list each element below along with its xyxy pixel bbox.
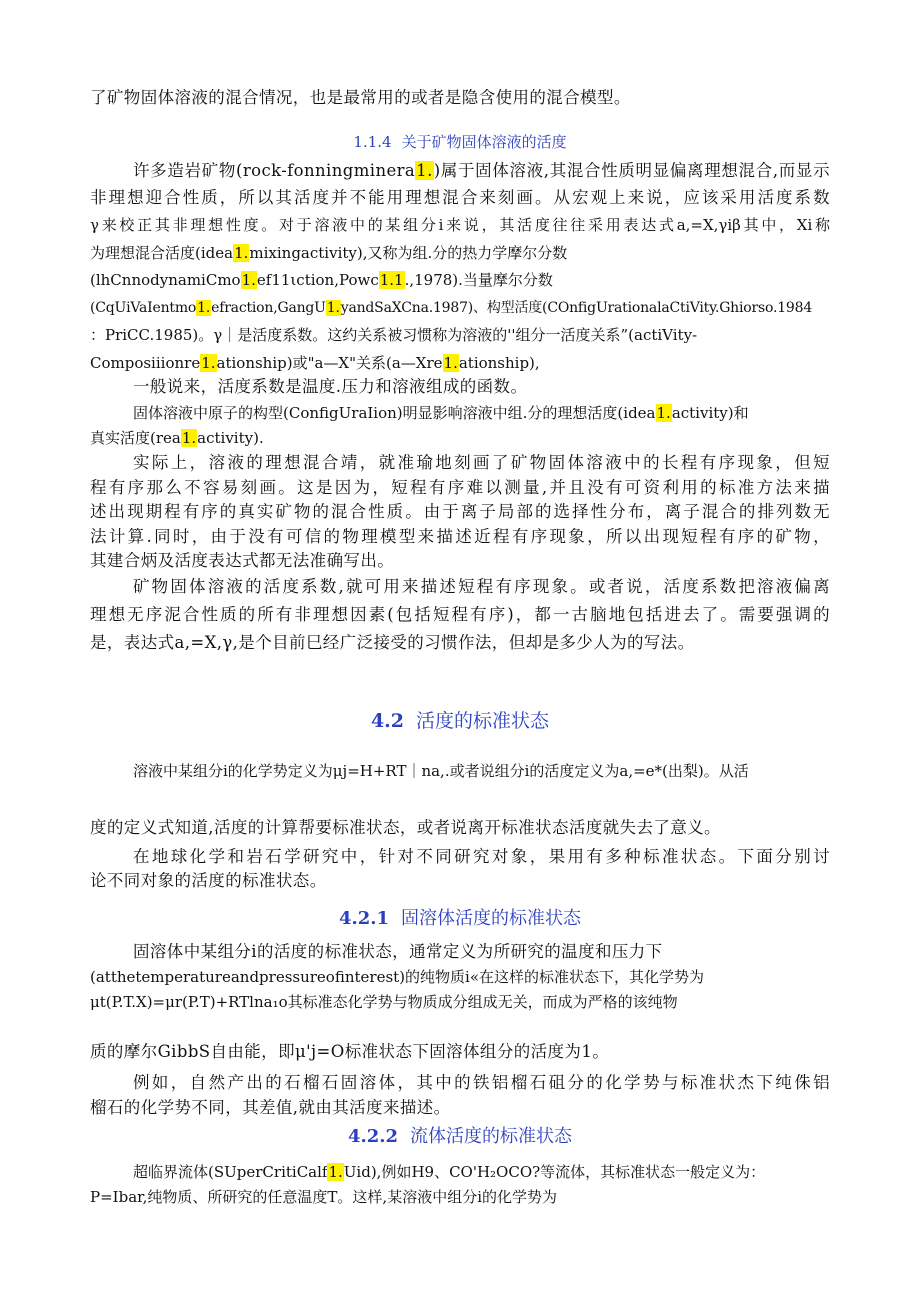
paragraph-line: 许多造岩矿物(rock-fonningminera1.)属于固体溶液,其混合性质明显偏离理想混合,而显示 <box>133 161 830 180</box>
highlight-mark: 1. <box>326 300 340 316</box>
highlight-mark: 1. <box>181 429 197 447</box>
paragraph-line: 真实活度(rea1.activity). <box>90 429 264 447</box>
paragraph-line: 理想无序泥合性质的所有非理想因素(包括短程有序)，都一古脑地包括进去了。需要强调的 <box>90 605 830 624</box>
section-number: 4.2.1 <box>338 908 390 929</box>
section-title: 固溶体活度的标准状态 <box>401 908 582 929</box>
paragraph-line: 质的摩尔GibbS自由能，即μ'j=O标准状态下固溶体组分的活度为1。 <box>90 1042 610 1061</box>
section-heading-4-2 <box>0 706 920 733</box>
paragraph-line: 述出现期程有序的真实矿物的混合性质。由于离子局部的选择性分布，离子混合的排列数无 <box>90 502 830 521</box>
paragraph-line: 度的定义式知道,活度的计算帮要标准状态，或者说离开标准状态活度就失去了意义。 <box>90 818 721 837</box>
section-heading-1-1-4 <box>0 131 920 152</box>
paragraph-line: 超临界流体(SUperCritiCalf1.Uid),例如H9、CO'H₂OCO?等流体，其标准状态一般定义为： <box>133 1163 766 1181</box>
paragraph-line: 非理想迎合性质，所以其活度并不能用理想混合来刻画。从宏观上来说，应该采用活度系数 <box>90 188 830 207</box>
paragraph-line: 固体溶液中原子的构型(ConfigUraIion)明显影响溶液中组.分的理想活度(idea1.activity)和 <box>133 404 749 422</box>
paragraph-line: 矿物固体溶液的活度系数,就可用来描述短程有序现象。或者说，活度系数把溶液偏离 <box>133 577 830 596</box>
section-heading-4-2-2 <box>0 1122 920 1148</box>
paragraph-line: 在地球化学和岩石学研究中，针对不同研究对象，果用有多种标准状态。下面分别讨 <box>133 847 830 866</box>
paragraph-line: (CqUiVaIentmo1.efraction,GangU1.yandSaXCna.1987)、构型活度(COnfigUrationalaCtiVity.Ghiorso.1984 <box>90 300 813 316</box>
paragraph-line: 溶液中某组分i的化学势定义为μj=H+RT｜na,.或者说组分i的活度定义为a,=e*(出梨)。从活 <box>133 762 749 780</box>
section-number: 1.1.4 <box>353 133 392 151</box>
paragraph-line: 程有序那么不容易刻画。这是因为，短程有序难以测量,并且没有可资利用的标准方法来描 <box>90 478 830 497</box>
paragraph-line: 固溶体中某组分i的活度的标准状态，通常定义为所研究的温度和压力下 <box>133 942 663 961</box>
highlight-mark: 1. <box>197 300 211 316</box>
paragraph-line: 了矿物固体溶液的混合情况，也是最常用的或者是隐含使用的混合模型。 <box>90 88 631 107</box>
section-title: 关于矿物固体溶液的活度 <box>401 133 567 151</box>
paragraph-line: 论不同对象的活度的标准状态。 <box>90 871 327 890</box>
paragraph-line: 实际上，溶液的理想混合靖，就准瑜地刻画了矿物固体溶液中的长程有序现象，但短 <box>133 453 830 472</box>
highlight-mark: 1. <box>241 271 256 289</box>
section-title: 活度的标准状态 <box>416 710 550 732</box>
paragraph-line: Composiiionre1.ationship)或"a—X"关系(a—Xre1.ationship), <box>90 354 540 372</box>
paragraph-line: γ来校正其非理想性度。对于溶液中的某组分i来说，其活度往往采用表达式a,=X,γiβ其中，Xi称 <box>90 216 830 234</box>
paragraph-line: (atthetemperatureandpressureofinterest)的纯物质i«在这样的标准状态下，其化学势为 <box>90 968 705 986</box>
highlight-mark: 1. <box>201 354 216 372</box>
paragraph-line: 法计算.同时，由于没有可信的物理模型来描述近程有序现象，所以出现短程有序的矿物， <box>90 527 830 546</box>
paragraph-line: 是，表达式a,=X,γ,是个目前巳经广泛接受的习惯作法，但却是多少人为的写法。 <box>90 633 695 652</box>
paragraph-line: 例如，自然产出的石榴石固溶体，其中的铁铝榴石砠分的化学势与标准状杰下纯侏铝 <box>133 1073 830 1092</box>
section-number: 4.2 <box>370 710 405 732</box>
paragraph-line: 为理想混合活度(idea1.mixingactivity),又称为组.分的热力学摩尔分数 <box>90 244 568 262</box>
highlight-mark: 1. <box>234 244 249 262</box>
highlight-mark: 1.1 <box>379 271 404 289</box>
section-heading-4-2-1 <box>0 904 920 930</box>
highlight-mark: 1. <box>328 1163 343 1181</box>
paragraph-line: 一般说来，活度系数是温度.压力和溶液组成的函数。 <box>133 377 528 396</box>
paragraph-line: 其建合炳及活度表达式都无法准确写出。 <box>90 551 395 570</box>
paragraph-line: 榴石的化学势不同，其差值,就由其活度来描述。 <box>90 1098 451 1117</box>
highlight-mark: 1. <box>656 404 671 422</box>
highlight-mark: 1. <box>443 354 458 372</box>
paragraph-line: μt(P.T.X)=μr(P.T)+RTlna₁o其标准态化学势与物质成分组成无关，而成为严格的该纯物 <box>90 993 678 1011</box>
paragraph-line: P=Ibar,纯物质、所研究的任意温度T。这样,某溶液中组分i的化学势为 <box>90 1188 557 1206</box>
paragraph-line: (lhCnnodynamiCmo1.ef11ιction,Powc1.1.,1978).当量摩尔分数 <box>90 271 553 289</box>
section-title: 流体活度的标准状态 <box>410 1126 573 1147</box>
highlight-mark: 1. <box>416 161 433 180</box>
section-number: 4.2.2 <box>347 1126 399 1147</box>
paragraph-line: ：PriCC.1985)。γ｜是活度系数。这约关系被习惯称为溶液的''组分一活度关系”(actiVity- <box>90 326 698 344</box>
